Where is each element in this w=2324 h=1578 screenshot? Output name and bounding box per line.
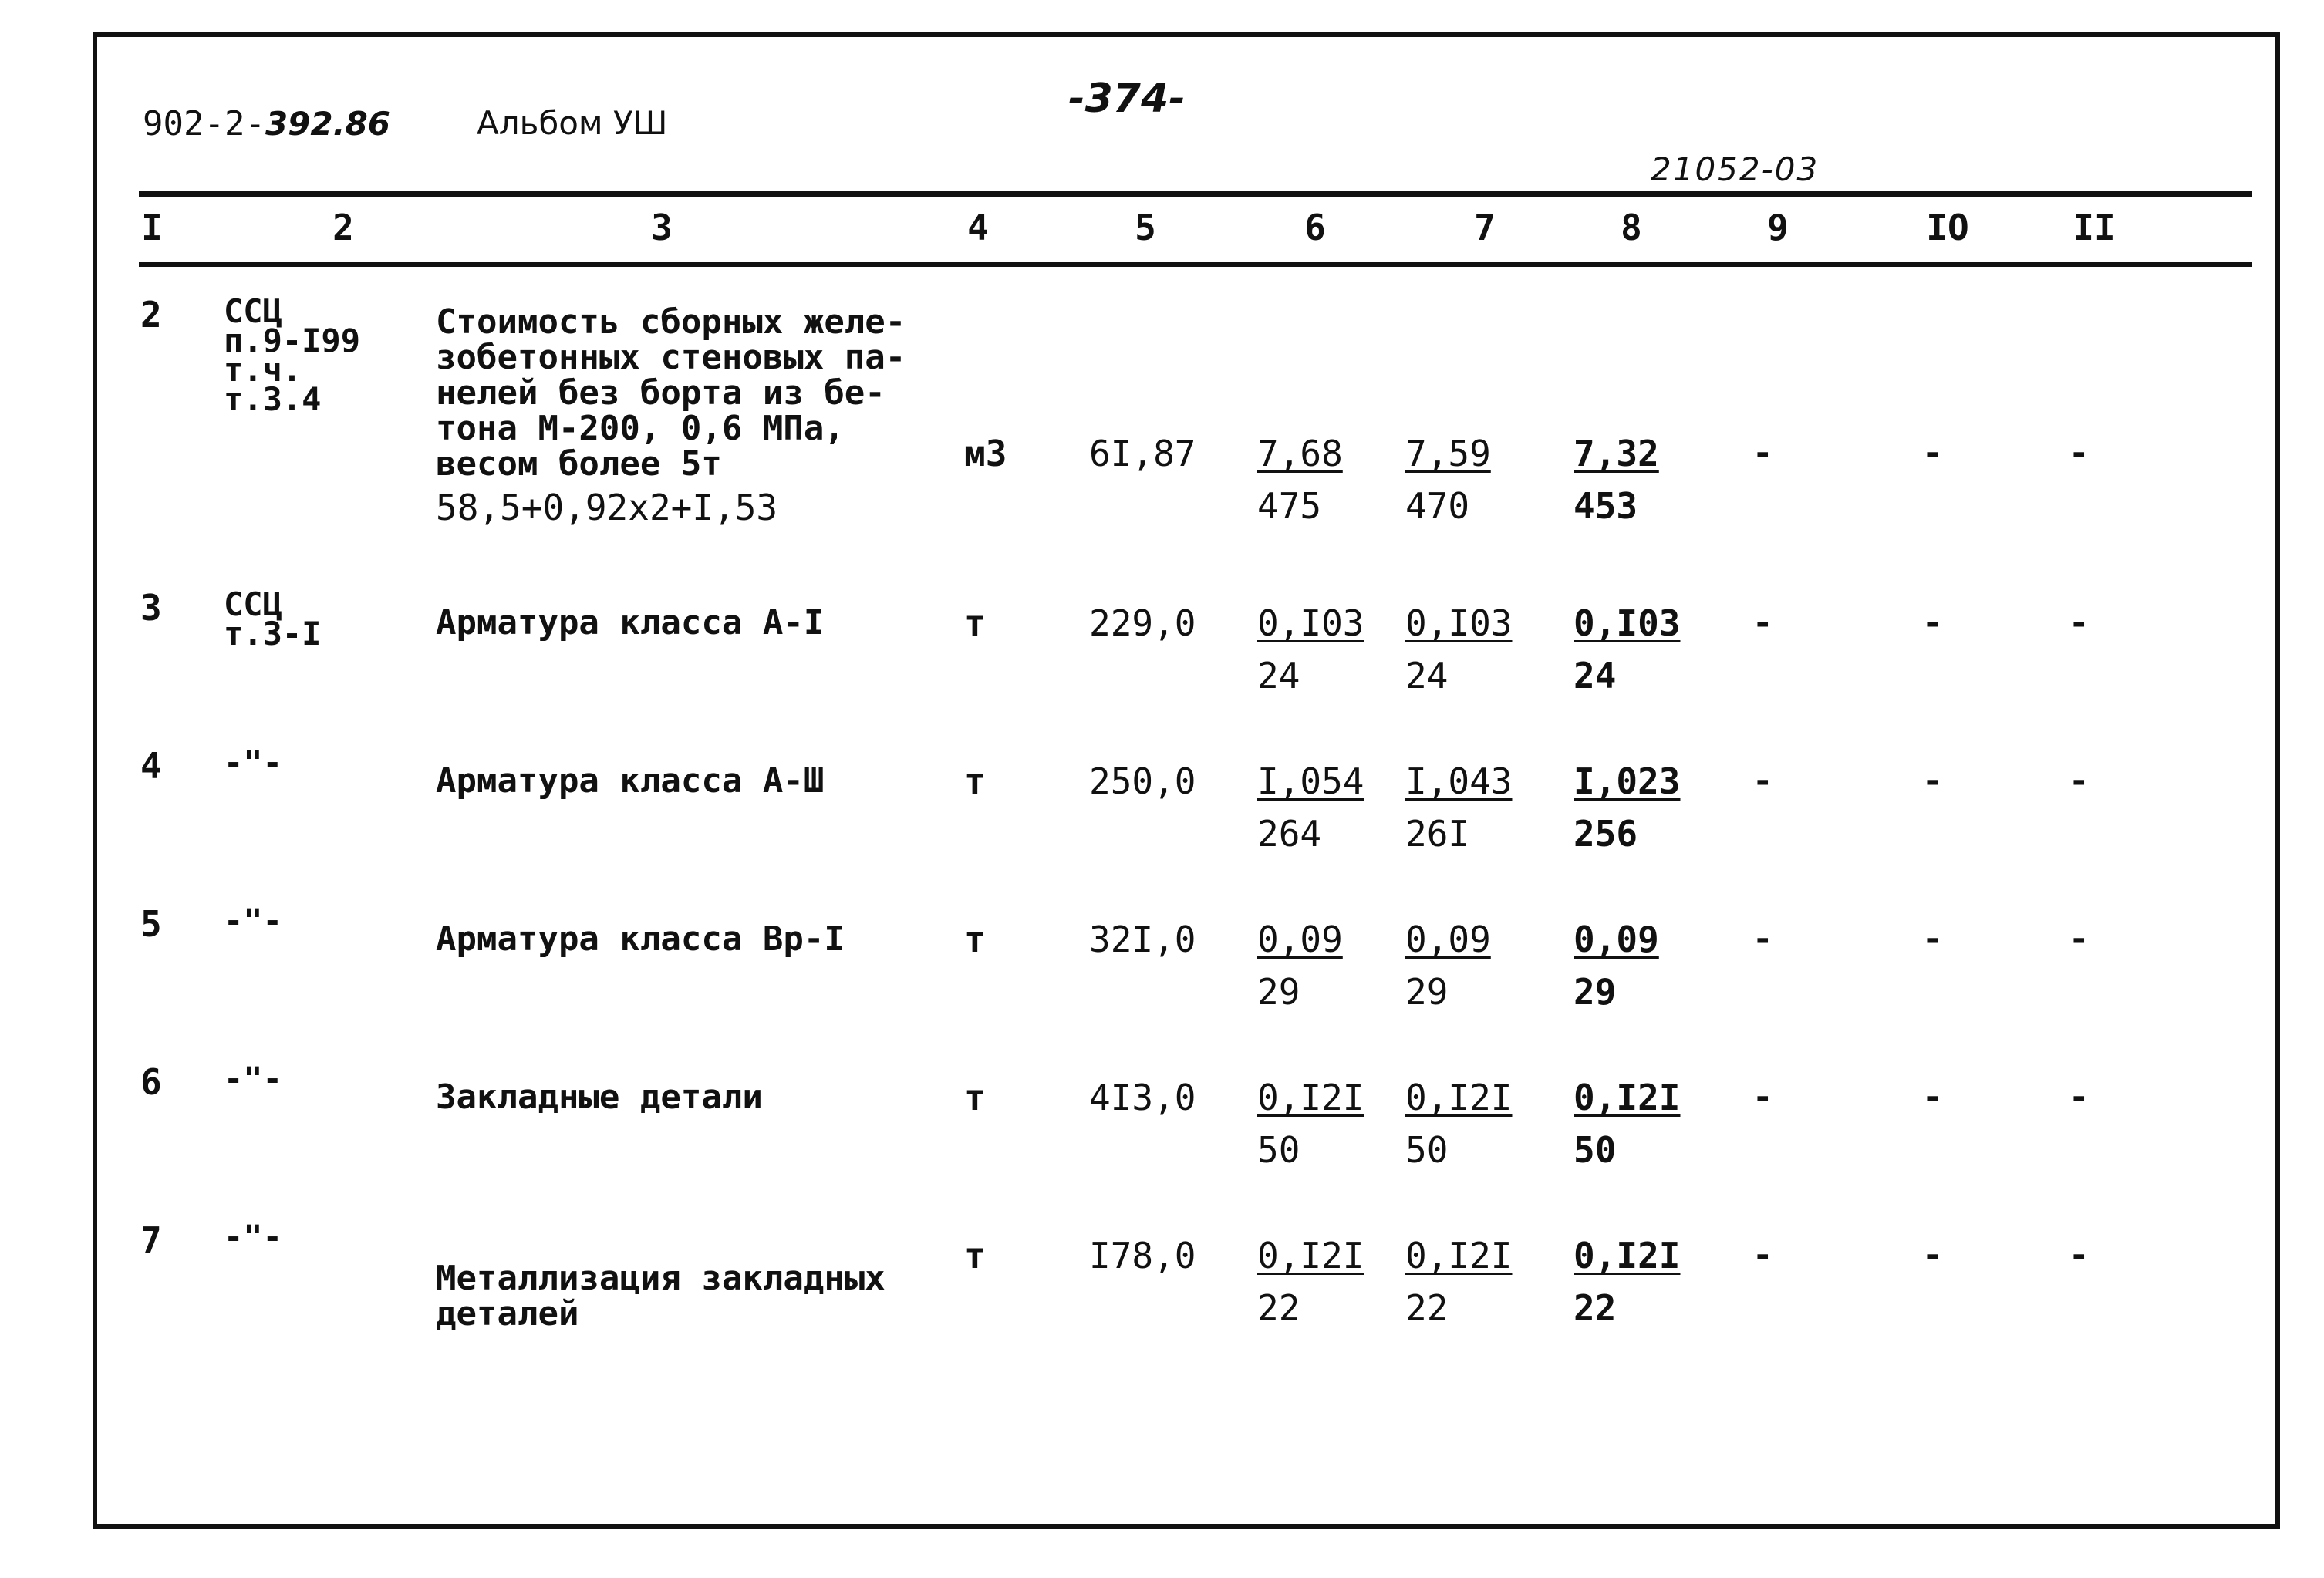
row-number: 5: [140, 903, 162, 945]
row-col8-top: 0,I2I: [1574, 1235, 1681, 1276]
row-number: 4: [140, 745, 162, 787]
column-number-10: IO: [1926, 207, 1969, 248]
row-col8-top: 0,09: [1574, 919, 1659, 960]
column-number-11: II: [2073, 207, 2116, 248]
column-number-9: 9: [1767, 207, 1789, 248]
row-code: -"-: [224, 743, 282, 781]
row-col6-bottom: 475: [1257, 485, 1322, 527]
row-col7-bottom: 50: [1405, 1129, 1449, 1171]
row-col6-top: 0,I2I: [1257, 1077, 1364, 1118]
row-col7-top: 7,59: [1405, 433, 1491, 474]
row-description: Стоимость сборных желе- зобетонных стеновых па- нелей без борта из бе- тона М-200, 0,6 МПа, весом более 5т: [436, 302, 906, 484]
document-number: [143, 104, 390, 143]
row-price: 250,0: [1089, 760, 1196, 802]
row-price: 4I3,0: [1089, 1077, 1196, 1118]
row-col8-bottom: 453: [1574, 485, 1638, 527]
row-col10: -: [1922, 761, 1943, 801]
row-col6-bottom: 264: [1257, 813, 1322, 855]
row-col8-bottom: 50: [1574, 1129, 1617, 1171]
column-number-8: 8: [1621, 207, 1642, 248]
row-col9: -: [1752, 1236, 1773, 1275]
column-number-4: 4: [967, 207, 989, 248]
row-description: Закладные детали: [436, 1077, 763, 1117]
row-number: 7: [140, 1219, 162, 1261]
row-col10: -: [1922, 603, 1943, 642]
row-price: 6I,87: [1089, 433, 1196, 474]
row-code: ССЦ п.9-I99 т.ч. т.3.4: [224, 292, 361, 418]
row-unit: м3: [964, 433, 1007, 474]
document-number-prefix: 902-2-: [143, 104, 265, 143]
row-col7-bottom: 24: [1405, 655, 1449, 696]
row-col11: -: [2069, 433, 2090, 473]
row-unit: т: [964, 1235, 986, 1276]
row-col10: -: [1922, 433, 1943, 473]
row-code: ССЦ т.3-I: [224, 585, 322, 652]
row-col6-bottom: 22: [1257, 1287, 1300, 1329]
row-col9: -: [1752, 761, 1773, 801]
row-col8-bottom: 24: [1574, 655, 1617, 696]
row-col6-top: 0,I2I: [1257, 1235, 1364, 1276]
row-col9: -: [1752, 603, 1773, 642]
row-col6-bottom: 29: [1257, 971, 1300, 1013]
column-number-2: 2: [332, 207, 354, 248]
column-number-3: 3: [651, 207, 673, 248]
column-number-5: 5: [1135, 207, 1156, 248]
column-number-6: 6: [1304, 207, 1326, 248]
row-col6-bottom: 50: [1257, 1129, 1300, 1171]
row-col8-bottom: 256: [1574, 813, 1638, 855]
row-col8-top: 7,32: [1574, 433, 1659, 474]
row-col9: -: [1752, 433, 1773, 473]
row-col11: -: [2069, 919, 2090, 959]
row-col6-top: 7,68: [1257, 433, 1343, 474]
row-code: -"-: [224, 1218, 282, 1256]
row-unit: т: [964, 760, 986, 802]
row-col7-top: 0,09: [1405, 919, 1491, 960]
row-unit: т: [964, 1077, 986, 1118]
header-rule-top: [139, 191, 2252, 197]
row-description: Арматура класса А-Ш: [436, 761, 825, 801]
row-price: I78,0: [1089, 1235, 1196, 1276]
header-rule-bottom: [139, 262, 2252, 267]
row-col11: -: [2069, 603, 2090, 642]
row-col6-top: 0,09: [1257, 919, 1343, 960]
album-title: Альбом УШ: [477, 104, 668, 142]
row-col7-top: 0,I03: [1405, 602, 1513, 644]
row-col7-bottom: 22: [1405, 1287, 1449, 1329]
row-col10: -: [1922, 1077, 1943, 1117]
row-col10: -: [1922, 1236, 1943, 1275]
row-col7-top: 0,I2I: [1405, 1235, 1513, 1276]
document-number-handwritten: 392.86: [265, 105, 391, 143]
row-number: 3: [140, 587, 162, 629]
row-col7-bottom: 29: [1405, 971, 1449, 1013]
row-code: -"-: [224, 1060, 282, 1098]
row-col7-bottom: 470: [1405, 485, 1470, 527]
row-col6-bottom: 24: [1257, 655, 1300, 696]
row-unit: т: [964, 919, 986, 960]
row-price: 32I,0: [1089, 919, 1196, 960]
row-col11: -: [2069, 1077, 2090, 1117]
row-col7-bottom: 26I: [1405, 813, 1470, 855]
row-col7-top: 0,I2I: [1405, 1077, 1513, 1118]
row-col8-top: 0,I03: [1574, 602, 1681, 644]
row-description: Арматура класса Вр-I: [436, 919, 845, 959]
row-formula: 58,5+0,92х2+I,53: [436, 487, 778, 528]
row-col8-top: 0,I2I: [1574, 1077, 1681, 1118]
row-col10: -: [1922, 919, 1943, 959]
row-description: Металлизация закладных деталей: [436, 1259, 885, 1334]
row-col9: -: [1752, 919, 1773, 959]
row-col8-top: I,023: [1574, 760, 1681, 802]
page-number: -374-: [1068, 76, 1186, 122]
column-number-7: 7: [1474, 207, 1496, 248]
row-col6-top: 0,I03: [1257, 602, 1364, 644]
sheet-code: 21052-03: [1651, 150, 1820, 188]
column-number-1: I: [141, 207, 163, 248]
row-code: -"-: [224, 902, 282, 939]
row-number: 6: [140, 1061, 162, 1103]
row-col8-bottom: 29: [1574, 971, 1617, 1013]
row-col8-bottom: 22: [1574, 1287, 1617, 1329]
row-col11: -: [2069, 1236, 2090, 1275]
row-description: Арматура класса А-I: [436, 603, 825, 642]
row-col11: -: [2069, 761, 2090, 801]
row-number: 2: [140, 294, 162, 335]
row-price: 229,0: [1089, 602, 1196, 644]
row-col7-top: I,043: [1405, 760, 1513, 802]
row-unit: т: [964, 602, 986, 644]
row-col6-top: I,054: [1257, 760, 1364, 802]
row-col9: -: [1752, 1077, 1773, 1117]
